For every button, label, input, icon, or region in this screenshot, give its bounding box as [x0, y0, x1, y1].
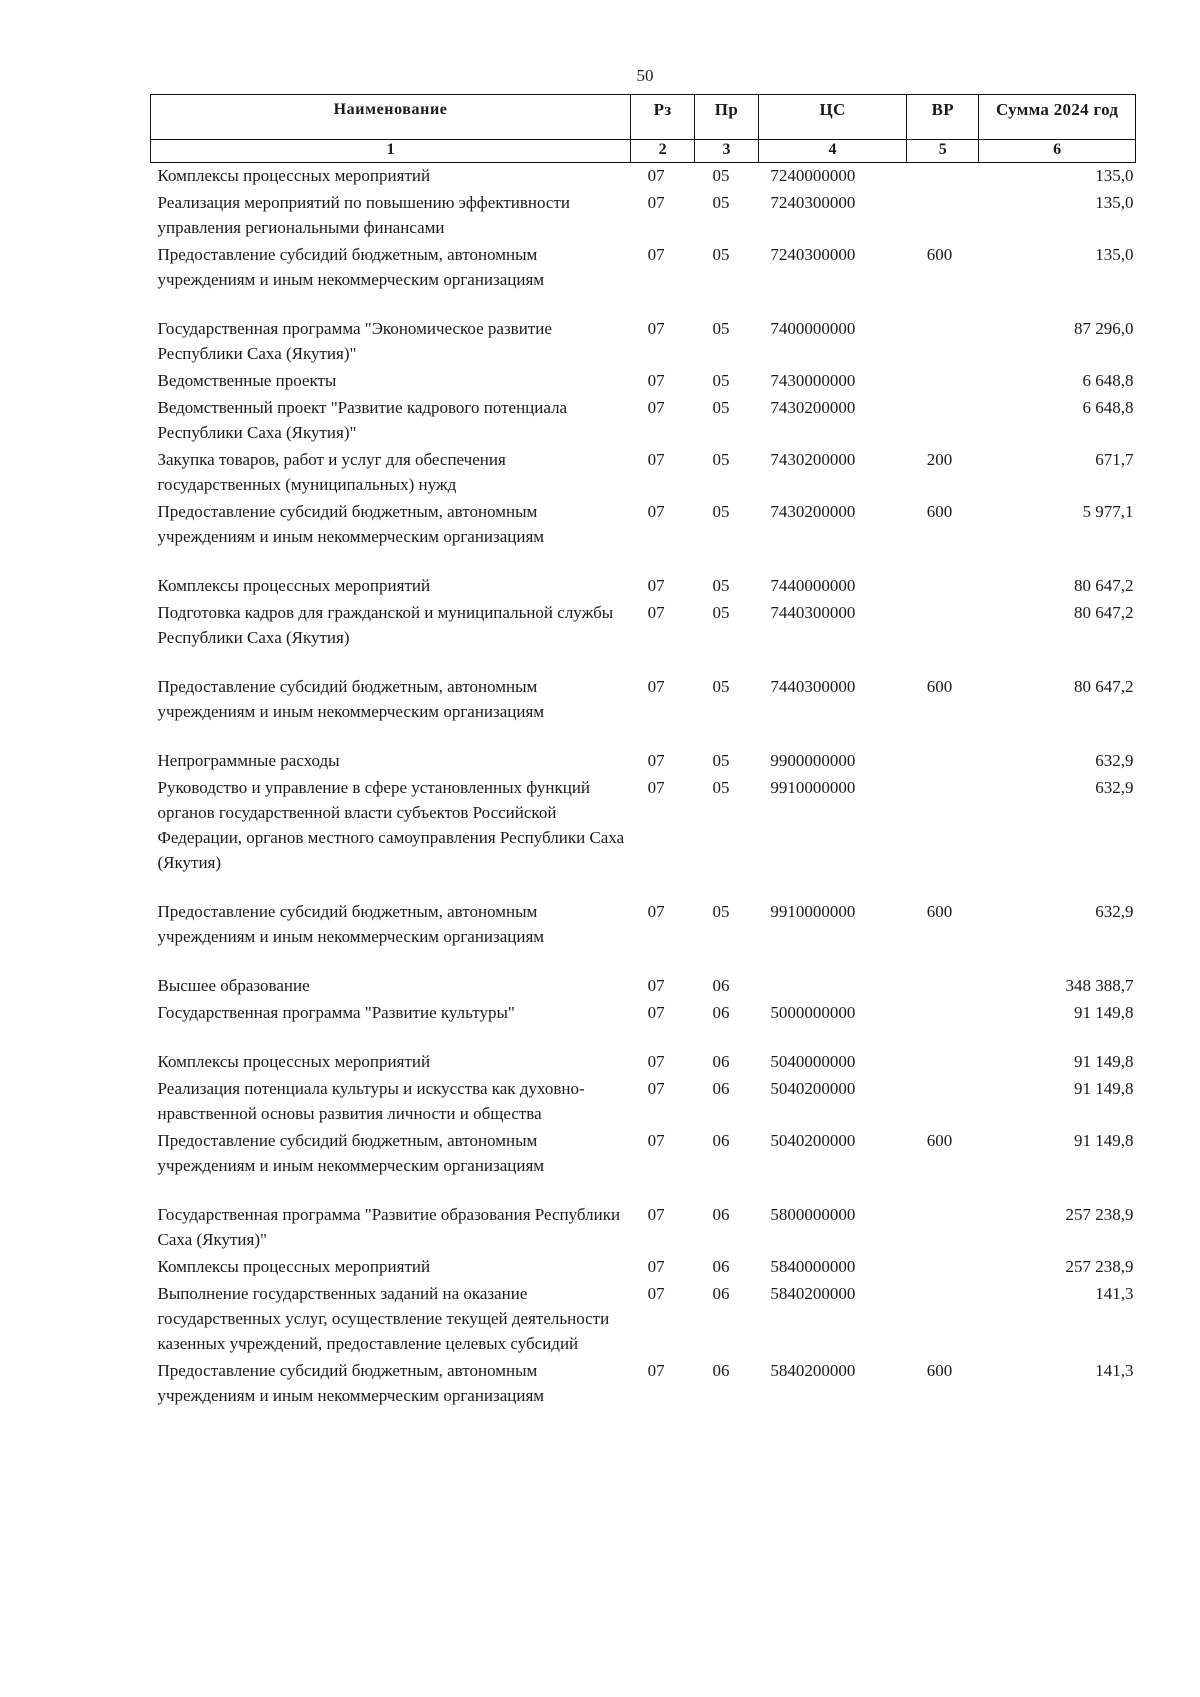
row-sum: 348 388,7 — [1065, 976, 1134, 995]
column-number: 6 — [979, 140, 1136, 163]
row-vr — [907, 395, 979, 447]
row-pr: 06 — [712, 1361, 730, 1380]
row-vr — [907, 973, 979, 1000]
row-cs: 7430200000 — [770, 450, 856, 469]
row-cs: 5040200000 — [770, 1079, 856, 1098]
row-name: Реализация мероприятий по повышению эффективности управления региональными финансами — [157, 193, 571, 237]
row-name: Непрограммные расходы — [157, 751, 340, 770]
row-rz: 07 — [647, 576, 665, 595]
row-sum: 632,9 — [1095, 751, 1134, 770]
row-vr — [907, 1049, 979, 1076]
header-sum: Сумма 2024 год — [979, 95, 1136, 140]
column-number-row — [151, 140, 1136, 163]
row-vr — [907, 1076, 979, 1128]
row-sum: 91 149,8 — [1074, 1003, 1134, 1022]
row-cs: 7430200000 — [770, 502, 856, 521]
row-name: Ведомственные проекты — [157, 371, 337, 390]
row-pr: 05 — [712, 371, 730, 390]
row-cs — [758, 973, 906, 1000]
row-cs: 5840000000 — [770, 1257, 856, 1276]
row-cs: 7400000000 — [770, 319, 856, 338]
row-cs: 5840200000 — [770, 1361, 856, 1380]
row-name: Закупка товаров, работ и услуг для обеспечения государственных (муниципальных) нужд — [157, 450, 506, 494]
table-row — [151, 163, 1136, 191]
row-pr: 06 — [712, 1284, 730, 1303]
row-name: Высшее образование — [157, 976, 310, 995]
row-vr: 600 — [926, 1361, 953, 1380]
row-pr: 05 — [712, 166, 730, 185]
row-cs: 7430200000 — [770, 398, 856, 417]
row-name: Подготовка кадров для гражданской и муниципальной службы Республики Саха (Якутия) — [157, 603, 614, 647]
row-rz: 07 — [647, 1284, 665, 1303]
row-pr: 06 — [712, 1131, 730, 1150]
row-sum: 632,9 — [1095, 778, 1134, 797]
row-vr — [907, 1000, 979, 1049]
row-name: Комплексы процессных мероприятий — [157, 576, 431, 595]
row-name: Предоставление субсидий бюджетным, автономным учреждениям и иным некоммерческим организациям — [157, 1131, 545, 1175]
row-cs: 9910000000 — [770, 778, 856, 797]
table-row — [151, 447, 1136, 499]
row-pr: 05 — [712, 902, 730, 921]
column-number: 5 — [907, 140, 979, 163]
row-sum: 87 296,0 — [1074, 319, 1134, 338]
row-sum: 6 648,8 — [1082, 371, 1134, 390]
row-sum: 135,0 — [1095, 245, 1134, 264]
row-pr: 05 — [712, 603, 730, 622]
row-name: Выполнение государственных заданий на оказание государственных услуг, осуществление текущей деятельности казенных учреждений, предоставление целевых субсидий — [157, 1284, 610, 1353]
table-row — [151, 600, 1136, 674]
row-vr — [907, 163, 979, 191]
row-rz: 07 — [647, 1052, 665, 1071]
row-cs: 5840200000 — [770, 1284, 856, 1303]
row-sum: 80 647,2 — [1074, 677, 1134, 696]
row-cs: 7440300000 — [770, 677, 856, 696]
row-vr: 200 — [926, 450, 953, 469]
row-pr: 05 — [712, 245, 730, 264]
row-rz: 07 — [647, 603, 665, 622]
table-row — [151, 899, 1136, 973]
row-vr — [907, 316, 979, 368]
row-sum: 80 647,2 — [1074, 603, 1134, 622]
table-row — [151, 368, 1136, 395]
row-rz: 07 — [647, 1003, 665, 1022]
header-name: Наименование — [151, 95, 631, 140]
table-row — [151, 242, 1136, 316]
row-cs: 5000000000 — [770, 1003, 856, 1022]
row-rz: 07 — [647, 319, 665, 338]
row-name: Комплексы процессных мероприятий — [157, 1052, 431, 1071]
budget-table — [150, 94, 1136, 1410]
column-number: 3 — [695, 140, 759, 163]
table-row — [151, 190, 1136, 242]
row-vr — [907, 573, 979, 600]
row-sum: 135,0 — [1095, 166, 1134, 185]
row-cs: 7240300000 — [770, 245, 856, 264]
row-name: Предоставление субсидий бюджетным, автономным учреждениям и иным некоммерческим организациям — [157, 902, 545, 946]
column-number: 1 — [151, 140, 631, 163]
row-pr: 05 — [712, 450, 730, 469]
row-pr: 06 — [712, 1052, 730, 1071]
header-vr: ВР — [907, 95, 979, 140]
table-row — [151, 1202, 1136, 1254]
row-sum: 5 977,1 — [1082, 502, 1134, 521]
table-row — [151, 1000, 1136, 1049]
table-row — [151, 499, 1136, 573]
row-vr: 600 — [926, 245, 953, 264]
row-sum: 6 648,8 — [1082, 398, 1134, 417]
row-vr: 600 — [926, 677, 953, 696]
row-sum: 80 647,2 — [1074, 576, 1134, 595]
row-rz: 07 — [647, 398, 665, 417]
row-name: Комплексы процессных мероприятий — [157, 166, 431, 185]
row-rz: 07 — [647, 371, 665, 390]
row-rz: 07 — [647, 778, 665, 797]
row-name: Комплексы процессных мероприятий — [157, 1257, 431, 1276]
row-name: Предоставление субсидий бюджетным, автономным учреждениям и иным некоммерческим организациям — [157, 1361, 545, 1405]
table-row — [151, 1281, 1136, 1358]
row-vr: 600 — [926, 902, 953, 921]
row-cs: 7440000000 — [770, 576, 856, 595]
table-row — [151, 1358, 1136, 1410]
row-pr: 05 — [712, 751, 730, 770]
column-number: 2 — [631, 140, 695, 163]
row-vr: 600 — [926, 1131, 953, 1150]
table-row — [151, 316, 1136, 368]
table-row — [151, 748, 1136, 775]
row-sum: 671,7 — [1095, 450, 1134, 469]
row-vr — [907, 748, 979, 775]
column-number: 4 — [758, 140, 906, 163]
row-name: Государственная программа "Развитие образования Республики Саха (Якутия)" — [157, 1205, 621, 1249]
row-rz: 07 — [647, 1079, 665, 1098]
header-pr: Пр — [695, 95, 759, 140]
row-rz: 07 — [647, 1205, 665, 1224]
row-rz: 07 — [647, 245, 665, 264]
row-cs: 7240300000 — [770, 193, 856, 212]
row-name: Предоставление субсидий бюджетным, автономным учреждениям и иным некоммерческим организациям — [157, 677, 545, 721]
row-sum: 91 149,8 — [1074, 1079, 1134, 1098]
row-vr — [907, 775, 979, 899]
table-row — [151, 573, 1136, 600]
row-pr: 06 — [712, 1003, 730, 1022]
row-name: Реализация потенциала культуры и искусства как духовно-нравственной основы развития личности и общества — [157, 1079, 585, 1123]
row-name: Ведомственный проект "Развитие кадрового потенциала Республики Саха (Якутия)" — [157, 398, 568, 442]
row-rz: 07 — [647, 902, 665, 921]
row-rz: 07 — [647, 976, 665, 995]
row-pr: 06 — [712, 1257, 730, 1276]
row-rz: 07 — [647, 751, 665, 770]
row-vr — [907, 368, 979, 395]
row-sum: 91 149,8 — [1074, 1131, 1134, 1150]
row-pr: 05 — [712, 398, 730, 417]
row-rz: 07 — [647, 450, 665, 469]
row-vr — [907, 1281, 979, 1358]
row-cs: 5800000000 — [770, 1205, 856, 1224]
row-pr: 05 — [712, 778, 730, 797]
row-sum: 257 238,9 — [1065, 1205, 1134, 1224]
row-pr: 05 — [712, 502, 730, 521]
table-row — [151, 973, 1136, 1000]
row-rz: 07 — [647, 677, 665, 696]
row-sum: 632,9 — [1095, 902, 1134, 921]
row-vr — [907, 190, 979, 242]
row-sum: 135,0 — [1095, 193, 1134, 212]
row-vr: 600 — [926, 502, 953, 521]
row-sum: 257 238,9 — [1065, 1257, 1134, 1276]
table-row — [151, 674, 1136, 748]
page-number: 50 — [636, 66, 654, 85]
row-cs: 5040000000 — [770, 1052, 856, 1071]
row-cs: 7430000000 — [770, 371, 856, 390]
table-row — [151, 1128, 1136, 1202]
row-vr — [907, 1202, 979, 1254]
table-row — [151, 395, 1136, 447]
row-rz: 07 — [647, 166, 665, 185]
row-cs: 9900000000 — [770, 751, 856, 770]
row-rz: 07 — [647, 1257, 665, 1276]
row-rz: 07 — [647, 193, 665, 212]
row-vr — [907, 1254, 979, 1281]
table-row — [151, 775, 1136, 899]
header-rz: Рз — [631, 95, 695, 140]
header-cs: ЦС — [758, 95, 906, 140]
row-name: Государственная программа "Экономическое развитие Республики Саха (Якутия)" — [157, 319, 552, 363]
row-cs: 7440300000 — [770, 603, 856, 622]
row-cs: 9910000000 — [770, 902, 856, 921]
row-pr: 06 — [712, 1079, 730, 1098]
row-name: Руководство и управление в сфере установленных функций органов государственной власти субъектов Российской Федерации, органов местного самоуправления Республики Саха (Якутия) — [157, 778, 625, 872]
table-row — [151, 1254, 1136, 1281]
row-sum: 91 149,8 — [1074, 1052, 1134, 1071]
row-pr: 05 — [712, 193, 730, 212]
table-row — [151, 1076, 1136, 1128]
row-sum: 141,3 — [1095, 1284, 1134, 1303]
row-vr — [907, 600, 979, 674]
row-pr: 05 — [712, 576, 730, 595]
row-pr: 06 — [712, 1205, 730, 1224]
row-rz: 07 — [647, 1131, 665, 1150]
row-name: Предоставление субсидий бюджетным, автономным учреждениям и иным некоммерческим организациям — [157, 502, 545, 546]
row-pr: 06 — [712, 976, 730, 995]
table-header-row — [151, 95, 1136, 140]
row-pr: 05 — [712, 319, 730, 338]
row-rz: 07 — [647, 1361, 665, 1380]
row-name: Предоставление субсидий бюджетным, автономным учреждениям и иным некоммерческим организациям — [157, 245, 545, 289]
row-rz: 07 — [647, 502, 665, 521]
table-row — [151, 1049, 1136, 1076]
row-cs: 7240000000 — [770, 166, 856, 185]
row-pr: 05 — [712, 677, 730, 696]
row-sum: 141,3 — [1095, 1361, 1134, 1380]
row-name: Государственная программа "Развитие культуры" — [157, 1003, 515, 1022]
row-cs: 5040200000 — [770, 1131, 856, 1150]
